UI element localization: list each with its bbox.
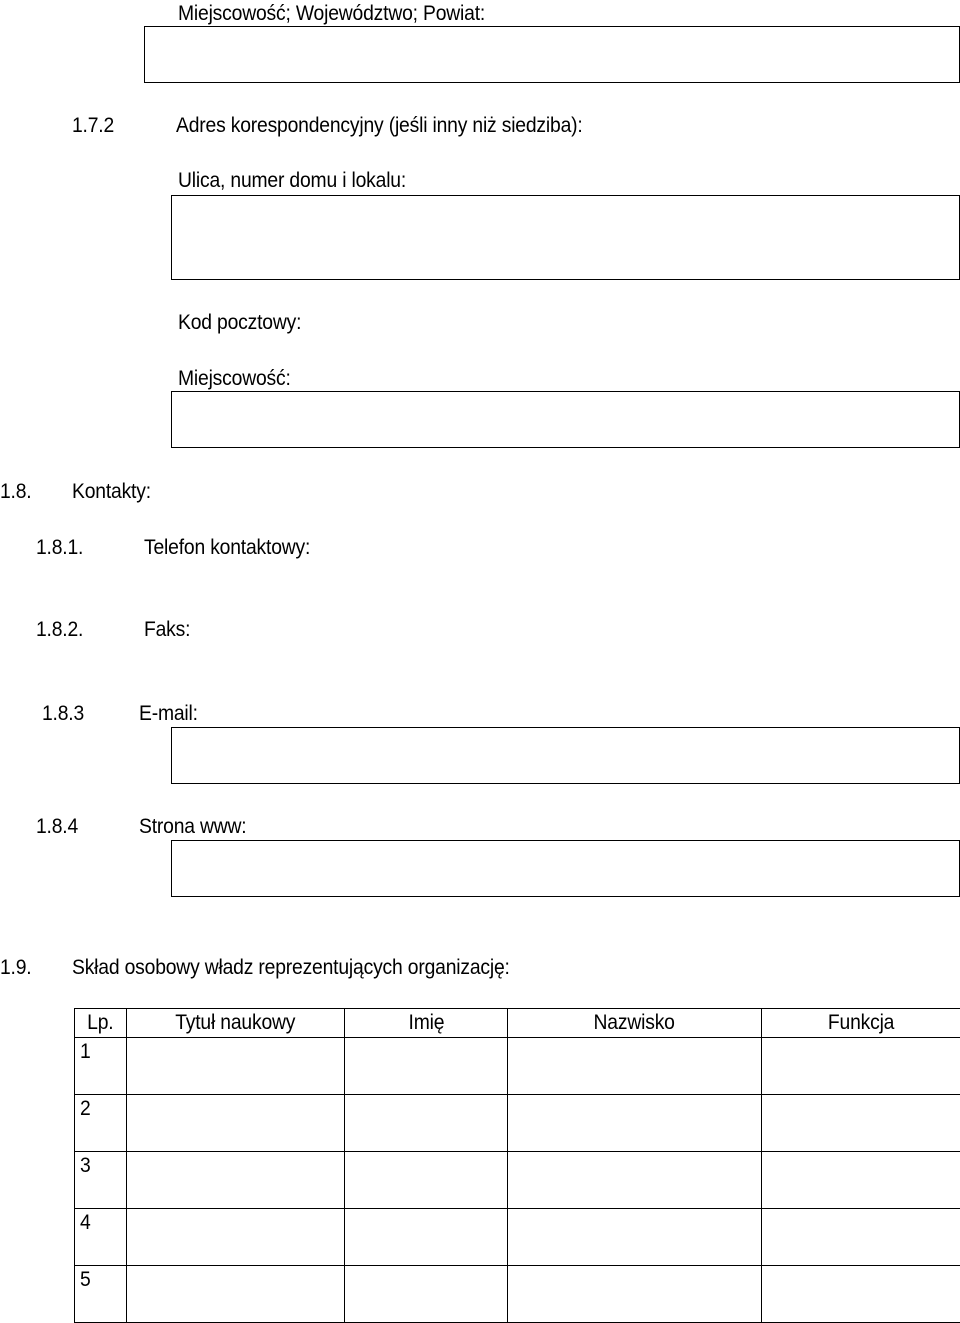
section-1-7-2-title: Adres korespondencyjny (jeśli inny niż siedziba): — [176, 114, 583, 137]
phone-label: Telefon kontaktowy: — [144, 536, 311, 559]
row-first-name-cell[interactable] — [345, 1152, 508, 1209]
email-label: E-mail: — [139, 702, 198, 725]
table-row — [75, 1095, 960, 1152]
fax-label: Faks: — [144, 618, 191, 641]
row-first-name-cell[interactable] — [345, 1038, 508, 1095]
table-row — [75, 1038, 960, 1095]
board-members-table — [74, 1008, 960, 1323]
row-lp: 5 — [80, 1268, 91, 1291]
table-row — [75, 1266, 960, 1323]
table-row — [75, 1152, 960, 1209]
column-header-title-label: Tytuł naukowy — [175, 1011, 296, 1034]
table-row — [75, 1209, 960, 1266]
row-first-name-cell[interactable] — [345, 1209, 508, 1266]
street-label: Ulica, numer domu i lokalu: — [178, 169, 407, 192]
row-title-cell[interactable] — [127, 1095, 345, 1152]
column-header-function-label: Funkcja — [827, 1011, 895, 1034]
city-label: Miejscowość: — [178, 367, 291, 390]
row-last-name-cell[interactable] — [508, 1266, 762, 1323]
row-lp: 1 — [80, 1040, 91, 1063]
row-function-cell[interactable] — [762, 1266, 960, 1323]
column-header-first-name — [345, 1009, 508, 1038]
row-first-name-cell[interactable] — [345, 1095, 508, 1152]
row-last-name-cell[interactable] — [508, 1038, 762, 1095]
city-field[interactable] — [171, 391, 960, 448]
row-function-cell[interactable] — [762, 1038, 960, 1095]
row-lp-cell — [75, 1038, 127, 1095]
column-header-last-name — [508, 1009, 762, 1038]
column-header-title — [127, 1009, 345, 1038]
row-last-name-cell[interactable] — [508, 1152, 762, 1209]
email-field[interactable] — [171, 727, 960, 784]
row-function-cell[interactable] — [762, 1095, 960, 1152]
section-1-9-title: Skład osobowy władz reprezentujących organizację: — [72, 956, 510, 979]
column-header-lp — [75, 1009, 127, 1038]
row-lp-cell — [75, 1095, 127, 1152]
column-header-first-name-label: Imię — [408, 1011, 444, 1034]
row-lp: 2 — [80, 1097, 91, 1120]
row-last-name-cell[interactable] — [508, 1209, 762, 1266]
section-1-8-title: Kontakty: — [72, 480, 151, 503]
fax-number: 1.8.2. — [36, 618, 84, 641]
row-title-cell[interactable] — [127, 1209, 345, 1266]
postal-code-label: Kod pocztowy: — [178, 311, 302, 334]
row-function-cell[interactable] — [762, 1152, 960, 1209]
street-field[interactable] — [171, 195, 960, 280]
email-number: 1.8.3 — [42, 702, 85, 725]
column-header-lp-label: Lp. — [87, 1011, 114, 1034]
phone-number: 1.8.1. — [36, 536, 84, 559]
www-number: 1.8.4 — [36, 815, 79, 838]
region-label: Miejscowość; Województwo; Powiat: — [178, 2, 486, 25]
row-lp-cell — [75, 1209, 127, 1266]
column-header-function — [762, 1009, 960, 1038]
row-lp-cell — [75, 1266, 127, 1323]
column-header-last-name-label: Nazwisko — [593, 1011, 676, 1034]
row-title-cell[interactable] — [127, 1152, 345, 1209]
row-function-cell[interactable] — [762, 1209, 960, 1266]
row-lp: 3 — [80, 1154, 91, 1177]
row-lp: 4 — [80, 1211, 91, 1234]
www-field[interactable] — [171, 840, 960, 897]
row-last-name-cell[interactable] — [508, 1095, 762, 1152]
row-lp-cell — [75, 1152, 127, 1209]
section-1-8-number: 1.8. — [0, 480, 32, 503]
section-1-7-2-number: 1.7.2 — [72, 114, 115, 137]
row-title-cell[interactable] — [127, 1266, 345, 1323]
section-1-9-number: 1.9. — [0, 956, 32, 979]
row-title-cell[interactable] — [127, 1038, 345, 1095]
region-field[interactable] — [144, 26, 960, 83]
www-label: Strona www: — [139, 815, 247, 838]
row-first-name-cell[interactable] — [345, 1266, 508, 1323]
table-header-row — [75, 1009, 960, 1038]
